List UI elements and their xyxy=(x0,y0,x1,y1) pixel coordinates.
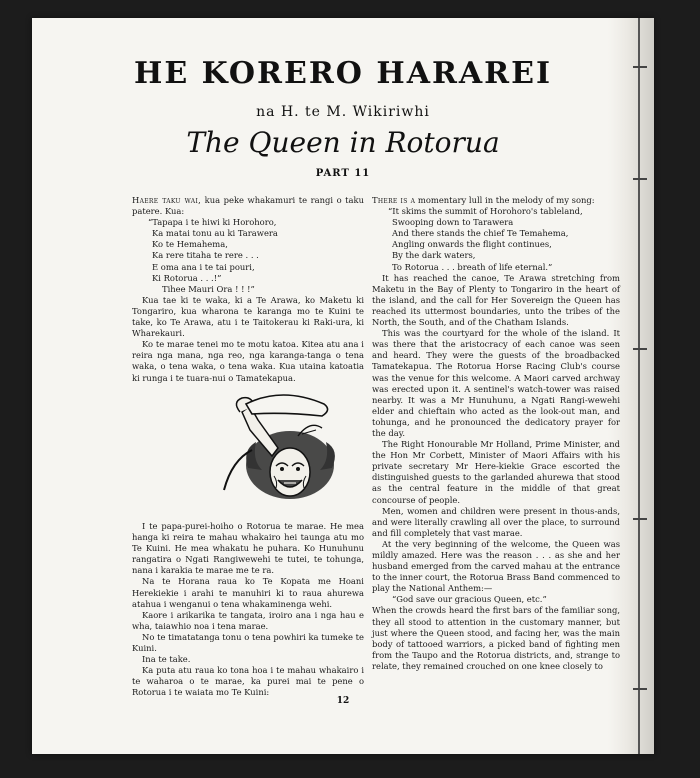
right-column xyxy=(372,195,620,672)
body-paragraph: At the very beginning of the welcome, the Queen was mildly amazed. Here was the reason . . . as she and her husband emerged from the carved mahau at the entrance to the inner court, the Rotorua Brass Band commenced to play the National Anthem:— xyxy=(372,538,620,594)
verse-line: Ka rere titaha te rere . . . xyxy=(152,250,259,261)
article-title: HE KORERO HARAREI xyxy=(133,56,553,91)
verse-line: Angling onwards the flight continues, xyxy=(392,239,552,250)
body-paragraph: Kaore i arikarika te tangata, iroiro ana i nga hau e wha, taiawhio noa i tena marae. xyxy=(132,609,364,631)
body-paragraph: It has reached the canoe, Te Arawa stretching from Maketu in the Bay of Plenty to Tongariro in the heart of the island, and the call for Her Sovereign the Queen has reached its uttermost boundaries, unto the tribes of the North, the South, and of the Chatham Islands. xyxy=(372,272,620,328)
magazine-page xyxy=(32,18,654,754)
binding-staple xyxy=(633,518,647,520)
opening-text: kua peke whakamuri te rangi o taku patere. Kua: xyxy=(132,195,364,217)
article-subtitle: The Queen in Rotorua xyxy=(186,126,500,159)
body-paragraph: Ina te take. xyxy=(142,654,191,665)
body-paragraph: I te papa-purei-hoiho o Rotorua te marae. He mea hanga ki reira te mahau whakairo hei taunga atu mo Te Kuini. He mea whakatu he puhara. Ko Hunuhunu rangatira o Ngati Rangiwewehi te tutei, te tohunga, nana i karakia te marae me te ra. xyxy=(132,521,364,576)
opening-smallcaps: Haere taku wai, xyxy=(132,195,202,205)
verse-line: Ki Rotorua . . .!” xyxy=(152,272,222,283)
verse-line: Ka matai tonu au ki Tarawera xyxy=(152,228,278,239)
opening-paragraph xyxy=(132,195,364,217)
verse-line: To Rotorua . . . breath of life eternal.” xyxy=(392,261,553,272)
body-paragraph: When the crowds heard the first bars of the familiar song, they all stood to attention in the customary manner, but just where the Queen stood, and facing her, was the main body of tattooed warriors, a picked band of fighting men from the Taupo and the Rotorua districts, and, strange to relate, they remained crouched on one knee closely to xyxy=(372,605,620,671)
warrior-illustration xyxy=(212,390,362,505)
body-paragraph: This was the courtyard for the whole of the island. It was there that the aristocracy of each canoe was seen and heard. They were the guests of the broadbacked Tamatekapua. The Rotorua Horse Racing Club's course was the venue for this welcome. A Maori carved archway was erected upon it. A sentinel's watch-tower was raised nearby. It was a Mr Hunuhunu, a Ngati Rangi-wewehi elder and chieftain who acted as the look-out man, and tohunga, and he pronounced the dedicatory prayer for the day. xyxy=(372,328,620,438)
binding-staple xyxy=(633,348,647,350)
body-paragraph: Ko te marae tenei mo te motu katoa. Kitea atu ana i reira nga mana, nga reo, nga karanga-tanga o tena waka, o tena waka, o tena waka. Kua utaina katoatia ki runga i te tuara-nui o Tamatekapua. xyxy=(132,339,364,383)
body-paragraph: Kua tae ki te waka, ki a Te Arawa, ko Maketu ki Tongariro, kua wharona te karanga mo te Kuini te take, ko Te Arawa, atu i te Taitokerau ki Raki-ura, ki Wharekauri. xyxy=(132,294,364,339)
verse-line: Swooping down to Tarawera xyxy=(392,217,514,228)
opening-text: momentary lull in the melody of my song: xyxy=(415,195,595,205)
verse-line: And there stands the chief Te Temahema, xyxy=(392,228,569,239)
body-paragraph: The Right Honourable Mr Holland, Prime Minister, and the Hon Mr Corbett, Minister of Maori Affairs with his private secretary Mr Here-kiekie Grace escorted the distinguished guests to the garlanded ahurewa that stood as the central feature in the middle of that great concourse of people. xyxy=(372,439,620,505)
body-paragraph: Men, women and children were present in thous-ands, and were literally crawling all over the place, to surround and fill completely that vast marae. xyxy=(372,505,620,538)
body-paragraph: Ka puta atu raua ko tona hoa i te mahau whakairo i te waharoa o te marae, ka purei mai te pene o Rotorua i te waiata mo Te Kuini: xyxy=(132,665,364,698)
anthem-line: “God save our gracious Queen, etc.” xyxy=(392,594,547,605)
opening-paragraph xyxy=(372,195,620,206)
verse-line: Ko te Hemahema, xyxy=(152,239,228,250)
page-number: 12 xyxy=(336,696,350,706)
body-paragraph: Na te Horana raua ko Te Kopata me Hoani Herekiekie i arahi te manuhiri ki to raua ahurewa atahua i wenganui o tena whakaminenga wehi. xyxy=(132,576,364,609)
verse-line: “Tapapa i te hiwi ki Horohoro, xyxy=(148,217,277,228)
left-column-bottom xyxy=(132,521,364,699)
binding-staple xyxy=(633,688,647,690)
verse-line: E oma ana i te tai pouri, xyxy=(152,261,255,272)
body-paragraph: No te timatatanga tonu o tena powhiri ka tumeke te Kuini. xyxy=(132,631,364,654)
article-byline: na H. te M. Wikiriwhi xyxy=(256,104,430,120)
left-column-top xyxy=(132,195,364,384)
verse-line: Tihee Mauri Ora ! ! !” xyxy=(162,283,255,294)
part-label: PART 11 xyxy=(315,168,371,179)
opening-smallcaps: There is a xyxy=(372,195,416,205)
verse-line: By the dark waters, xyxy=(392,250,476,261)
verse-line: “It skims the summit of Horohoro's tableland, xyxy=(388,206,583,217)
